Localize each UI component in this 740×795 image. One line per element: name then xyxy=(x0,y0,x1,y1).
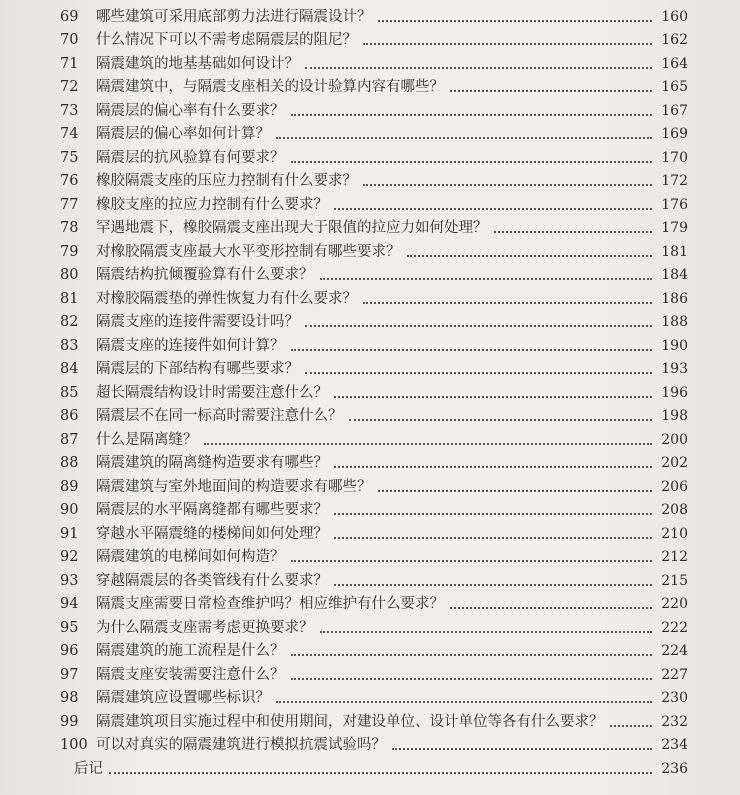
entry-page-number: 165 xyxy=(661,79,688,96)
entry-page-number: 164 xyxy=(661,55,688,72)
toc-entry xyxy=(0,170,740,194)
dot-leader xyxy=(334,466,652,468)
entry-title: 对橡胶隔震支座最大水平变形控制有哪些要求？ xyxy=(96,243,401,260)
dot-leader xyxy=(610,725,653,727)
entry-number: 79 xyxy=(60,243,79,260)
entry-number: 84 xyxy=(60,361,79,377)
dot-leader xyxy=(334,537,652,539)
toc-entry xyxy=(0,76,740,100)
entry-number: 78 xyxy=(60,220,79,236)
entry-title: 后记 xyxy=(74,760,103,777)
dot-leader xyxy=(407,255,653,257)
toc-entry xyxy=(0,5,740,29)
toc-entry xyxy=(0,452,740,476)
dot-leader xyxy=(291,349,653,351)
entry-title: 隔震建筑的施工流程是什么？ xyxy=(96,643,285,659)
entry-title: 橡胶隔震支座的压应力控制有什么要求？ xyxy=(96,173,357,189)
entry-page-number: 200 xyxy=(661,431,688,448)
entry-number: 86 xyxy=(60,408,79,424)
entry-page-number: 170 xyxy=(661,149,688,166)
entry-page-number: 184 xyxy=(661,267,688,284)
toc-entry xyxy=(0,217,740,241)
entry-page-number: 198 xyxy=(661,408,688,425)
entry-page-number: 202 xyxy=(661,455,688,472)
dot-leader xyxy=(334,513,652,515)
entry-title: 隔震建筑项目实施过程中和使用期间，对建设单位、设计单位等各有什么要求？ xyxy=(96,713,604,730)
entry-number: 89 xyxy=(60,478,79,495)
entry-title: 穿越水平隔震缝的楼梯间如何处理？ xyxy=(96,525,328,542)
entry-title: 对橡胶隔震垫的弹性恢复力有什么要求？ xyxy=(96,290,357,307)
entry-page-number: 206 xyxy=(661,478,688,495)
entry-number: 80 xyxy=(60,267,79,283)
entry-page-number: 160 xyxy=(661,8,688,25)
entry-page-number: 224 xyxy=(661,643,688,660)
dot-leader xyxy=(109,772,652,774)
toc-entry xyxy=(0,358,740,382)
entry-title: 隔震层不在同一标高时需要注意什么？ xyxy=(96,408,343,424)
entry-page-number: 190 xyxy=(661,337,688,354)
dot-leader xyxy=(450,90,652,92)
entry-page-number: 172 xyxy=(661,173,688,190)
toc-entry xyxy=(0,522,740,546)
entry-page-number: 215 xyxy=(661,572,688,589)
entry-number: 90 xyxy=(60,502,79,518)
dot-leader xyxy=(494,231,653,233)
toc-entry xyxy=(0,99,740,123)
entry-title: 隔震建筑与室外地面间的构造要求有哪些？ xyxy=(96,478,372,495)
entry-number: 81 xyxy=(60,290,79,307)
entry-number: 92 xyxy=(60,549,79,565)
entry-title: 隔震层的水平隔离缝都有哪些要求？ xyxy=(96,502,328,518)
entry-page-number: 176 xyxy=(661,196,688,213)
entry-number: 72 xyxy=(60,79,79,95)
entry-page-number: 169 xyxy=(661,126,688,143)
dot-leader xyxy=(291,654,653,656)
entry-title: 隔震支座的连接件如何计算？ xyxy=(96,337,285,354)
toc-entry xyxy=(0,499,740,523)
entry-page-number: 193 xyxy=(661,361,688,378)
entry-page-number: 162 xyxy=(661,32,688,49)
dot-leader xyxy=(305,372,652,374)
entry-number: 70 xyxy=(60,32,79,48)
entry-title: 罕遇地震下，橡胶隔震支座出现大于限值的拉应力如何处理？ xyxy=(96,220,488,236)
dot-leader xyxy=(363,302,652,304)
entry-page-number: 220 xyxy=(661,596,688,613)
entry-title: 橡胶支座的拉应力控制有什么要求？ xyxy=(96,196,328,213)
toc-entry xyxy=(0,146,740,170)
toc-entry xyxy=(0,757,740,781)
entry-title: 可以对真实的隔震建筑进行模拟抗震试验吗？ xyxy=(96,737,386,753)
toc-entry xyxy=(0,569,740,593)
entry-title: 隔震建筑的电梯间如何构造？ xyxy=(96,549,285,565)
entry-title: 隔震支座的连接件需要设计吗？ xyxy=(96,314,299,330)
toc-entry xyxy=(0,428,740,452)
entry-number: 75 xyxy=(60,149,79,166)
entry-page-number: 196 xyxy=(661,384,688,401)
entry-page-number: 167 xyxy=(661,102,688,119)
entry-page-number: 222 xyxy=(661,619,688,636)
toc-entry xyxy=(0,710,740,734)
dot-leader xyxy=(305,325,652,327)
entry-page-number: 181 xyxy=(661,243,688,260)
entry-page-number: 179 xyxy=(661,220,688,237)
dot-leader xyxy=(320,631,653,633)
entry-number: 99 xyxy=(60,713,79,730)
entry-number: 83 xyxy=(60,337,79,354)
toc-entry xyxy=(0,734,740,758)
toc-entry xyxy=(0,123,740,147)
dot-leader xyxy=(291,560,653,562)
entry-title: 隔震支座需要日常检查维护吗？相应维护有什么要求？ xyxy=(96,596,444,612)
entry-page-number: 212 xyxy=(661,549,688,566)
entry-title: 哪些建筑可采用底部剪力法进行隔震设计？ xyxy=(96,8,372,25)
entry-title: 隔震建筑的地基基础如何设计？ xyxy=(96,55,299,72)
dot-leader xyxy=(204,443,653,445)
toc-entry xyxy=(0,546,740,570)
entry-number: 93 xyxy=(60,572,79,589)
toc-entry xyxy=(0,381,740,405)
toc-entry xyxy=(0,640,740,664)
entry-title: 隔震支座安装需要注意什么？ xyxy=(96,666,285,683)
entry-title: 隔震建筑应设置哪些标识？ xyxy=(96,690,270,706)
toc-entry xyxy=(0,593,740,617)
dot-leader xyxy=(334,396,652,398)
entry-number: 69 xyxy=(60,8,79,25)
entry-title: 隔震层的偏心率如何计算？ xyxy=(96,126,270,142)
dot-leader xyxy=(363,43,652,45)
toc-entry xyxy=(0,193,740,217)
entry-number: 82 xyxy=(60,314,79,330)
dot-leader xyxy=(363,184,652,186)
entry-number: 95 xyxy=(60,619,79,636)
entry-title: 隔震层的偏心率有什么要求？ xyxy=(96,102,285,119)
entry-page-number: 208 xyxy=(661,502,688,519)
entry-number: 85 xyxy=(60,384,79,401)
entry-number: 100 xyxy=(60,737,88,753)
dot-leader xyxy=(378,490,653,492)
entry-number: 97 xyxy=(60,666,79,683)
entry-number: 88 xyxy=(60,455,79,471)
entry-page-number: 236 xyxy=(661,760,688,777)
entry-page-number: 232 xyxy=(661,713,688,730)
toc-entry xyxy=(0,663,740,687)
entry-title: 隔震建筑中，与隔震支座相关的设计验算内容有哪些？ xyxy=(96,79,444,95)
dot-leader xyxy=(291,161,653,163)
entry-title: 超长隔震结构设计时需要注意什么？ xyxy=(96,384,328,401)
entry-page-number: 210 xyxy=(661,525,688,542)
toc-entry xyxy=(0,311,740,335)
toc-entry xyxy=(0,334,740,358)
entry-number: 98 xyxy=(60,690,79,706)
dot-leader xyxy=(378,20,653,22)
table-of-contents xyxy=(0,5,740,781)
entry-number: 91 xyxy=(60,525,79,542)
toc-entry xyxy=(0,52,740,76)
entry-number: 76 xyxy=(60,173,79,189)
toc-entry xyxy=(0,475,740,499)
entry-page-number: 186 xyxy=(661,290,688,307)
toc-entry xyxy=(0,264,740,288)
dot-leader xyxy=(276,137,652,139)
dot-leader xyxy=(320,278,653,280)
entry-title: 隔震建筑的隔离缝构造要求有哪些？ xyxy=(96,455,328,471)
entry-title: 隔震层的下部结构有哪些要求？ xyxy=(96,361,299,377)
entry-number: 94 xyxy=(60,596,79,612)
dot-leader xyxy=(276,701,652,703)
dot-leader xyxy=(334,584,652,586)
entry-page-number: 230 xyxy=(661,690,688,707)
dot-leader xyxy=(392,748,652,750)
entry-number: 96 xyxy=(60,643,79,659)
toc-entry xyxy=(0,405,740,429)
entry-number: 77 xyxy=(60,196,79,213)
toc-entry xyxy=(0,687,740,711)
dot-leader xyxy=(305,67,652,69)
dot-leader xyxy=(450,607,652,609)
dot-leader xyxy=(291,114,653,116)
entry-number: 71 xyxy=(60,55,79,72)
entry-title: 为什么隔震支座需考虑更换要求？ xyxy=(96,619,314,636)
dot-leader xyxy=(291,678,653,680)
dot-leader xyxy=(349,419,653,421)
entry-title: 什么情况下可以不需考虑隔震层的阻尼？ xyxy=(96,32,357,48)
entry-number: 73 xyxy=(60,102,79,119)
entry-title: 什么是隔离缝？ xyxy=(96,431,198,448)
dot-leader xyxy=(334,208,652,210)
entry-title: 穿越隔震层的各类管线有什么要求？ xyxy=(96,572,328,589)
entry-page-number: 227 xyxy=(661,666,688,683)
entry-number: 74 xyxy=(60,126,79,142)
toc-entry xyxy=(0,616,740,640)
entry-page-number: 234 xyxy=(661,737,688,754)
entry-title: 隔震层的抗风验算有何要求？ xyxy=(96,149,285,166)
toc-entry xyxy=(0,287,740,311)
toc-entry xyxy=(0,29,740,53)
entry-page-number: 188 xyxy=(661,314,688,331)
toc-entry xyxy=(0,240,740,264)
entry-title: 隔震结构抗倾覆验算有什么要求？ xyxy=(96,267,314,283)
entry-number: 87 xyxy=(60,431,79,448)
